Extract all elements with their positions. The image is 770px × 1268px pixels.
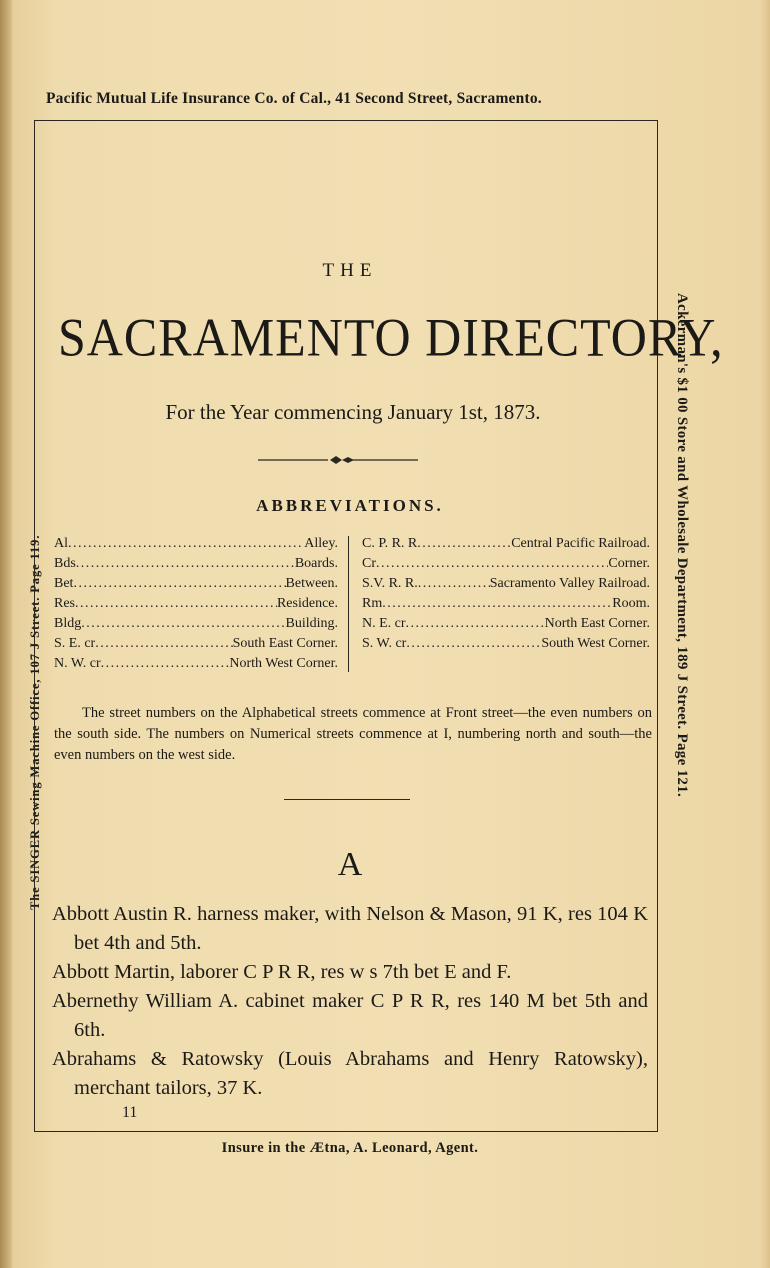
right-side-advertisement: Ackerman's $1 00 Store and Wholesale Department, 189 J Street. Page 121.: [674, 293, 690, 798]
abbreviation-meaning: North East Corner.: [544, 616, 650, 631]
abbreviation-row: [54, 574, 338, 594]
abbreviation-key: S.V. R. R.: [362, 576, 418, 591]
abbreviation-key: N. E. cr: [362, 616, 406, 631]
abbreviation-key: Al: [54, 536, 68, 551]
abbreviation-row: [362, 614, 650, 634]
abbreviation-row: [362, 634, 650, 654]
directory-entry: Abbott Austin R. harness maker, with Nelson & Mason, 91 K, res 104 K bet 4th and 5th.: [52, 903, 648, 954]
page-number: 11: [122, 1104, 138, 1121]
abbreviation-meaning: Central Pacific Railroad.: [511, 536, 650, 551]
abbreviation-meaning: Residence.: [276, 596, 338, 611]
abbreviation-meaning: Alley.: [304, 536, 338, 551]
section-rule: [284, 799, 410, 800]
abbreviations-left-column: [54, 534, 338, 674]
page-title: SACRAMENTO DIRECTORY,: [58, 307, 724, 368]
street-numbering-note: The street numbers on the Alphabetical streets commence at Front street—the even numbers on the south side. The numbers on Numerical streets commence at I, numbering north and south—the even numbers on the west side.: [54, 704, 652, 763]
abbreviation-row: [54, 594, 338, 614]
left-side-advertisement: The SINGER Sewing Machine Office, 107 J Street. Page 119.: [28, 534, 42, 910]
abbreviation-key: Cr: [362, 556, 376, 571]
abbreviation-meaning: Sacramento Valley Railroad.: [489, 576, 650, 591]
page-edge: [0, 0, 12, 1268]
ornament-divider-icon: [258, 452, 418, 468]
abbreviation-key: N. W. cr: [54, 656, 101, 671]
section-letter: A: [337, 846, 363, 883]
abbreviation-row: [54, 554, 338, 574]
abbreviation-row: [362, 554, 650, 574]
abbreviations-heading: ABBREVIATIONS.: [256, 496, 444, 515]
abbreviation-key: S. W. cr: [362, 636, 407, 651]
abbreviation-row: [54, 654, 338, 674]
abbreviation-meaning: Building.: [285, 616, 338, 631]
abbreviation-row: [362, 594, 650, 614]
abbreviation-row: [54, 614, 338, 634]
abbreviation-meaning: North West Corner.: [229, 656, 338, 671]
abbreviation-row: [362, 574, 650, 594]
title-article: THE: [322, 260, 378, 281]
abbreviation-key: Bldg: [54, 616, 82, 631]
abbreviations-divider: [348, 536, 349, 672]
header-advertisement: Pacific Mutual Life Insurance Co. of Cal., 41 Second Street, Sacramento.: [46, 90, 542, 107]
abbreviation-meaning: Room.: [612, 596, 650, 611]
footer-advertisement: Insure in the Ætna, A. Leonard, Agent.: [221, 1140, 479, 1156]
abbreviation-meaning: Boards.: [294, 556, 338, 571]
page-subtitle: For the Year commencing January 1st, 1873.: [165, 400, 541, 424]
abbreviation-key: Bet: [54, 576, 74, 591]
abbreviation-row: [362, 534, 650, 554]
abbreviation-row: [54, 534, 338, 554]
abbreviations-right-column: [362, 534, 650, 654]
abbreviation-meaning: Corner.: [608, 556, 650, 571]
directory-entry: Abernethy William A. cabinet maker C P R R, res 140 M bet 5th and 6th.: [52, 990, 648, 1041]
abbreviation-row: [54, 634, 338, 654]
abbreviation-meaning: South East Corner.: [232, 636, 338, 651]
abbreviation-key: Bds: [54, 556, 76, 571]
directory-entries: [52, 900, 648, 1103]
abbreviation-key: Res: [54, 596, 75, 611]
abbreviation-key: S. E. cr: [54, 636, 96, 651]
directory-entry: Abrahams & Ratowsky (Louis Abrahams and Henry Ratowsky), merchant tailors, 37 K.: [52, 1048, 648, 1099]
abbreviation-meaning: Between.: [285, 576, 338, 591]
abbreviation-key: Rm: [362, 596, 383, 611]
abbreviation-key: C. P. R. R: [362, 536, 418, 551]
abbreviation-meaning: South West Corner.: [541, 636, 650, 651]
directory-entry: Abbott Martin, laborer C P R R, res w s 7th bet E and F.: [52, 961, 512, 983]
